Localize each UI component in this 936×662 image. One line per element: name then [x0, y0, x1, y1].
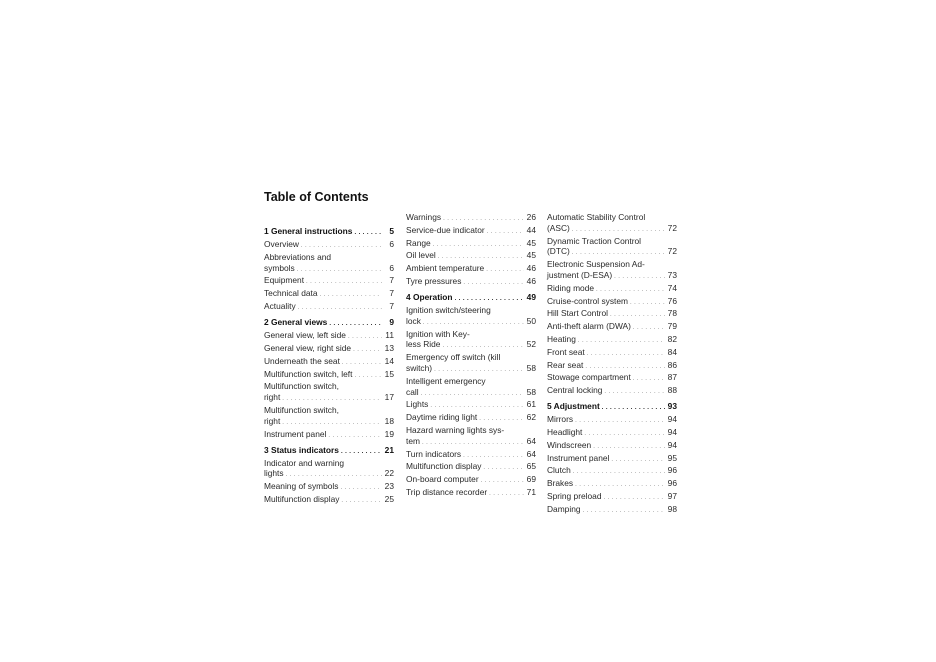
- page-number: 45: [526, 237, 536, 248]
- toc-entry-line: [264, 381, 394, 392]
- dot-leader: [633, 372, 665, 385]
- toc-entry[interactable]: [264, 481, 394, 494]
- toc-entry-text: General view, left side: [264, 330, 346, 341]
- toc-entry-text: Mirrors: [547, 414, 574, 425]
- toc-spacer: [264, 212, 394, 223]
- dot-leader: [602, 401, 665, 414]
- page-number: 45: [526, 250, 536, 261]
- page-number: 84: [667, 346, 677, 357]
- dot-leader: [611, 453, 665, 466]
- toc-entry-text: Ignition with Key-: [406, 328, 470, 339]
- chapter-title: 2 General views: [264, 317, 328, 328]
- page-number: 49: [526, 292, 536, 303]
- toc-entry[interactable]: [547, 491, 677, 504]
- toc-entry-text: Multifunction switch, left: [264, 368, 353, 379]
- page-number: 94: [667, 427, 677, 438]
- dot-leader: [329, 317, 382, 330]
- page-number: 26: [526, 212, 536, 222]
- toc-entry[interactable]: [406, 412, 536, 425]
- dot-leader: [297, 263, 382, 276]
- page-number: 25: [384, 494, 394, 505]
- toc-entry-line: [547, 212, 677, 223]
- toc-entry[interactable]: [406, 212, 536, 225]
- page-number: 71: [526, 487, 536, 498]
- dot-leader: [340, 481, 382, 494]
- page-number: 94: [667, 414, 677, 425]
- page-number: 72: [667, 246, 677, 257]
- toc-entry-text: Ignition switch/steering: [406, 305, 491, 316]
- toc-entry-line: [406, 352, 536, 363]
- toc-entry-text: Technical data: [264, 288, 318, 299]
- toc-entry[interactable]: [264, 468, 394, 481]
- toc-entry[interactable]: [406, 363, 536, 376]
- toc-entry-text: Equipment: [264, 275, 305, 286]
- page-number: 7: [389, 275, 394, 286]
- toc-entry[interactable]: [406, 316, 536, 329]
- toc-entry-line: [264, 405, 394, 416]
- toc-entry-text: Automatic Stability Control: [547, 212, 646, 222]
- dot-leader: [434, 363, 524, 376]
- toc-entry[interactable]: [547, 223, 677, 236]
- toc-entry[interactable]: [547, 270, 677, 283]
- dot-leader: [486, 263, 524, 276]
- page-number: 52: [526, 339, 536, 350]
- chapter-title: 5 Adjustment: [547, 401, 600, 412]
- dot-leader: [610, 308, 665, 321]
- toc-entry[interactable]: [406, 238, 536, 251]
- toc-entry[interactable]: [547, 321, 677, 334]
- page-number: 15: [384, 368, 394, 379]
- toc-entry-text: Cruise-control system: [547, 295, 628, 306]
- dot-leader: [587, 347, 665, 360]
- toc-entry-text: Tyre pressures: [406, 275, 462, 286]
- dot-leader: [438, 250, 524, 263]
- page-number: 6: [389, 262, 394, 273]
- dot-leader: [286, 468, 382, 481]
- dot-leader: [341, 494, 382, 507]
- toc-entry[interactable]: [406, 225, 536, 238]
- page-title: Table of Contents: [264, 190, 369, 204]
- toc-entry-text: Central locking: [547, 385, 603, 396]
- dot-leader: [463, 276, 524, 289]
- toc-entry[interactable]: [264, 263, 394, 276]
- page-number: 73: [667, 269, 677, 280]
- toc-entry-text: Spring preload: [547, 491, 602, 502]
- toc-entry-text: right: [264, 415, 281, 426]
- toc-entry[interactable]: [547, 246, 677, 259]
- toc-entry-line: [406, 329, 536, 340]
- toc-entry[interactable]: [406, 461, 536, 474]
- page-number: 46: [526, 263, 536, 274]
- toc-entry[interactable]: [406, 399, 536, 412]
- toc-entry-text: Multifunction display: [406, 461, 482, 472]
- page-number: 9: [389, 317, 394, 328]
- toc-entry[interactable]: [264, 392, 394, 405]
- dot-leader: [328, 429, 382, 442]
- toc-entry[interactable]: [406, 263, 536, 276]
- toc-entry[interactable]: [406, 474, 536, 487]
- dot-leader: [353, 343, 382, 356]
- toc-entry-text: Oil level: [406, 250, 436, 261]
- toc-chapter[interactable]: [406, 292, 536, 305]
- toc-entry-text: Overview: [264, 239, 299, 250]
- page-number: 69: [526, 474, 536, 485]
- toc-entry[interactable]: [547, 453, 677, 466]
- page-number: 96: [667, 478, 677, 489]
- toc-entry[interactable]: [264, 330, 394, 343]
- page-number: 94: [667, 439, 677, 450]
- toc-chapter[interactable]: [264, 445, 394, 458]
- toc-entry-text: On-board computer: [406, 474, 479, 485]
- toc-entry-text: Multifunction switch,: [264, 404, 339, 415]
- dot-leader: [282, 416, 382, 429]
- dot-leader: [573, 465, 665, 478]
- toc-entry[interactable]: [406, 339, 536, 352]
- page-number: 62: [526, 412, 536, 423]
- page-number: 17: [384, 392, 394, 403]
- toc-entry-text: Heating: [547, 333, 576, 344]
- dot-leader: [584, 427, 665, 440]
- toc-entry[interactable]: [264, 356, 394, 369]
- toc-entry[interactable]: [406, 449, 536, 462]
- page-number: 64: [526, 435, 536, 446]
- dot-leader: [603, 491, 665, 504]
- toc-entry-line: [406, 376, 536, 387]
- toc-entry-text: Front seat: [547, 346, 585, 357]
- page-number: 19: [384, 428, 394, 439]
- page-number: 97: [667, 491, 677, 502]
- toc-entry[interactable]: [264, 416, 394, 429]
- toc-entry[interactable]: [406, 487, 536, 500]
- toc-entry-text: right: [264, 392, 281, 403]
- toc-entry[interactable]: [406, 436, 536, 449]
- dot-leader: [442, 339, 524, 352]
- page-number: 7: [389, 288, 394, 299]
- dot-leader: [593, 440, 665, 453]
- toc-entry-text: Damping: [547, 503, 581, 514]
- toc-entry-text: Windscreen: [547, 439, 592, 450]
- chapter-title: 3 Status indicators: [264, 444, 339, 455]
- chapter-title: 1 General instructions: [264, 226, 353, 237]
- toc-entry-text: Multifunction display: [264, 494, 340, 505]
- toc-entry-text: symbols: [264, 262, 295, 273]
- toc-entry-text: (ASC): [547, 222, 570, 233]
- dot-leader: [341, 445, 382, 458]
- toc-entry-text: Intelligent emergency: [406, 375, 486, 386]
- toc-entry[interactable]: [547, 465, 677, 478]
- page-number: 23: [384, 481, 394, 492]
- toc-entry-text: Daytime riding light: [406, 412, 478, 423]
- toc-entry[interactable]: [264, 288, 394, 301]
- toc-entry-text: Clutch: [547, 465, 571, 476]
- toc-entry-text: Abbreviations and: [264, 251, 332, 262]
- toc-entry-text: Service-due indicator: [406, 224, 485, 235]
- toc-entry-line: [547, 236, 677, 247]
- page-number: 5: [389, 226, 394, 237]
- toc-entry[interactable]: [547, 440, 677, 453]
- toc-entry-line: [406, 425, 536, 436]
- page-number: 22: [384, 468, 394, 479]
- dot-leader: [430, 399, 524, 412]
- chapter-title: 4 Operation: [406, 292, 453, 303]
- toc-entry-text: switch): [406, 363, 433, 374]
- dot-leader: [614, 270, 665, 283]
- toc-entry-text: General view, right side: [264, 342, 352, 353]
- toc-entry-text: Hazard warning lights sys-: [406, 425, 505, 436]
- dot-leader: [282, 392, 382, 405]
- toc-entry[interactable]: [264, 343, 394, 356]
- page-number: 21: [384, 444, 394, 455]
- toc-entry-text: Hill Start Control: [547, 308, 608, 319]
- page-number: 82: [667, 333, 677, 344]
- toc-entry[interactable]: [547, 372, 677, 385]
- toc-entry-text: Lights: [406, 399, 429, 410]
- toc-entry-text: Headlight: [547, 427, 583, 438]
- dot-leader: [423, 316, 524, 329]
- dot-leader: [633, 321, 665, 334]
- dot-leader: [463, 449, 524, 462]
- dot-leader: [604, 385, 665, 398]
- dot-leader: [301, 239, 382, 252]
- toc-entry-text: Trip distance recorder: [406, 487, 488, 498]
- page-number: 58: [526, 386, 536, 397]
- toc-entry-text: Brakes: [547, 478, 574, 489]
- toc-entry-text: less Ride: [406, 339, 441, 350]
- toc-entry-text: Instrument panel: [264, 428, 327, 439]
- toc-entry[interactable]: [547, 296, 677, 309]
- dot-leader: [572, 223, 665, 236]
- toc-entry-text: Stowage compartment: [547, 372, 631, 383]
- dot-leader: [354, 369, 382, 382]
- toc-entry[interactable]: [264, 301, 394, 314]
- page-number: 18: [384, 415, 394, 426]
- toc-entry-text: Underneath the seat: [264, 355, 340, 366]
- toc-entry[interactable]: [547, 334, 677, 347]
- page-number: 98: [667, 503, 677, 514]
- dot-leader: [585, 360, 665, 373]
- toc-column-2: [406, 212, 536, 500]
- toc-entry-text: Electronic Suspension Ad-: [547, 259, 645, 270]
- toc-entry-text: Multifunction switch,: [264, 381, 339, 392]
- page-number: 76: [667, 295, 677, 306]
- dot-leader: [487, 225, 524, 238]
- toc-entry-text: (DTC): [547, 246, 570, 257]
- page-number: 65: [526, 461, 536, 472]
- dot-leader: [578, 334, 665, 347]
- dot-leader: [306, 275, 382, 288]
- toc-entry[interactable]: [406, 387, 536, 400]
- toc-entry-text: Dynamic Traction Control: [547, 235, 642, 246]
- page-number: 72: [667, 222, 677, 233]
- page-number: 58: [526, 363, 536, 374]
- dot-leader: [455, 292, 524, 305]
- toc-entry[interactable]: [264, 369, 394, 382]
- dot-leader: [342, 356, 382, 369]
- toc-entry-line: [406, 305, 536, 316]
- page-number: 11: [385, 330, 394, 341]
- toc-chapter[interactable]: [264, 226, 394, 239]
- toc-column-1: [264, 212, 394, 507]
- page-number: 14: [384, 355, 394, 366]
- toc-entry-text: Instrument panel: [547, 452, 610, 463]
- toc-entry[interactable]: [547, 414, 677, 427]
- toc-entry[interactable]: [264, 275, 394, 288]
- toc-column-3: [547, 212, 677, 517]
- dot-leader: [481, 474, 524, 487]
- toc-entry-text: justment (D-ESA): [547, 269, 613, 280]
- page-number: 44: [526, 224, 536, 235]
- dot-leader: [489, 487, 524, 500]
- dot-leader: [630, 296, 665, 309]
- toc-entry-text: Warnings: [406, 212, 442, 222]
- page-number: 87: [667, 372, 677, 383]
- toc-entry[interactable]: [547, 283, 677, 296]
- toc-entry[interactable]: [547, 385, 677, 398]
- toc-entry-text: Riding mode: [547, 282, 595, 293]
- dot-leader: [443, 212, 524, 225]
- page-number: 46: [526, 275, 536, 286]
- toc-entry[interactable]: [547, 347, 677, 360]
- page-number: 7: [389, 301, 394, 312]
- toc-entry[interactable]: [264, 239, 394, 252]
- page-number: 50: [526, 315, 536, 326]
- toc-entry-text: call: [406, 386, 419, 397]
- dot-leader: [354, 226, 382, 239]
- page-number: 96: [667, 465, 677, 476]
- dot-leader: [583, 504, 665, 517]
- page-number: 88: [667, 385, 677, 396]
- dot-leader: [596, 283, 665, 296]
- toc-entry-line: [547, 259, 677, 270]
- dot-leader: [422, 436, 524, 449]
- page-number: 74: [667, 282, 677, 293]
- toc-entry-text: Anti-theft alarm (DWA): [547, 321, 631, 332]
- toc-chapter[interactable]: [547, 401, 677, 414]
- toc-entry-text: Indicator and warning: [264, 457, 345, 468]
- page-number: 78: [667, 308, 677, 319]
- dot-leader: [575, 414, 665, 427]
- toc-entry-text: Ambient temperature: [406, 263, 485, 274]
- dot-leader: [575, 478, 665, 491]
- toc-entry[interactable]: [547, 478, 677, 491]
- page-number: 13: [384, 342, 394, 353]
- dot-leader: [320, 288, 382, 301]
- dot-leader: [421, 387, 524, 400]
- toc-entry-text: lock: [406, 315, 421, 326]
- page-number: 95: [667, 452, 677, 463]
- dot-leader: [298, 301, 382, 314]
- page-number: 86: [667, 359, 677, 370]
- page-number: 64: [526, 448, 536, 459]
- toc-entry-text: Range: [406, 237, 431, 248]
- toc-entry-text: Rear seat: [547, 359, 584, 370]
- toc-entry[interactable]: [264, 429, 394, 442]
- toc-chapter[interactable]: [264, 317, 394, 330]
- toc-entry-text: Emergency off switch (kill: [406, 352, 501, 363]
- dot-leader: [483, 461, 524, 474]
- toc-entry-text: Turn indicators: [406, 448, 462, 459]
- toc-entry-line: [264, 252, 394, 263]
- toc-entry-text: tem: [406, 435, 420, 446]
- page-number: 79: [667, 321, 677, 332]
- dot-leader: [479, 412, 524, 425]
- dot-leader: [433, 238, 524, 251]
- page-number: 6: [389, 239, 394, 250]
- toc-entry-text: Meaning of symbols: [264, 481, 339, 492]
- toc-entry[interactable]: [547, 360, 677, 373]
- page-number: 93: [667, 401, 677, 412]
- toc-entry[interactable]: [547, 308, 677, 321]
- page-number: 61: [526, 399, 536, 410]
- toc-entry[interactable]: [406, 276, 536, 289]
- dot-leader: [348, 330, 382, 343]
- toc-entry-line: [264, 458, 394, 469]
- toc-entry[interactable]: [406, 250, 536, 263]
- dot-leader: [572, 246, 665, 259]
- toc-entry-text: Actuality: [264, 301, 296, 312]
- toc-entry-text: lights: [264, 468, 284, 479]
- toc-entry[interactable]: [264, 494, 394, 507]
- toc-entry[interactable]: [547, 504, 677, 517]
- toc-entry[interactable]: [547, 427, 677, 440]
